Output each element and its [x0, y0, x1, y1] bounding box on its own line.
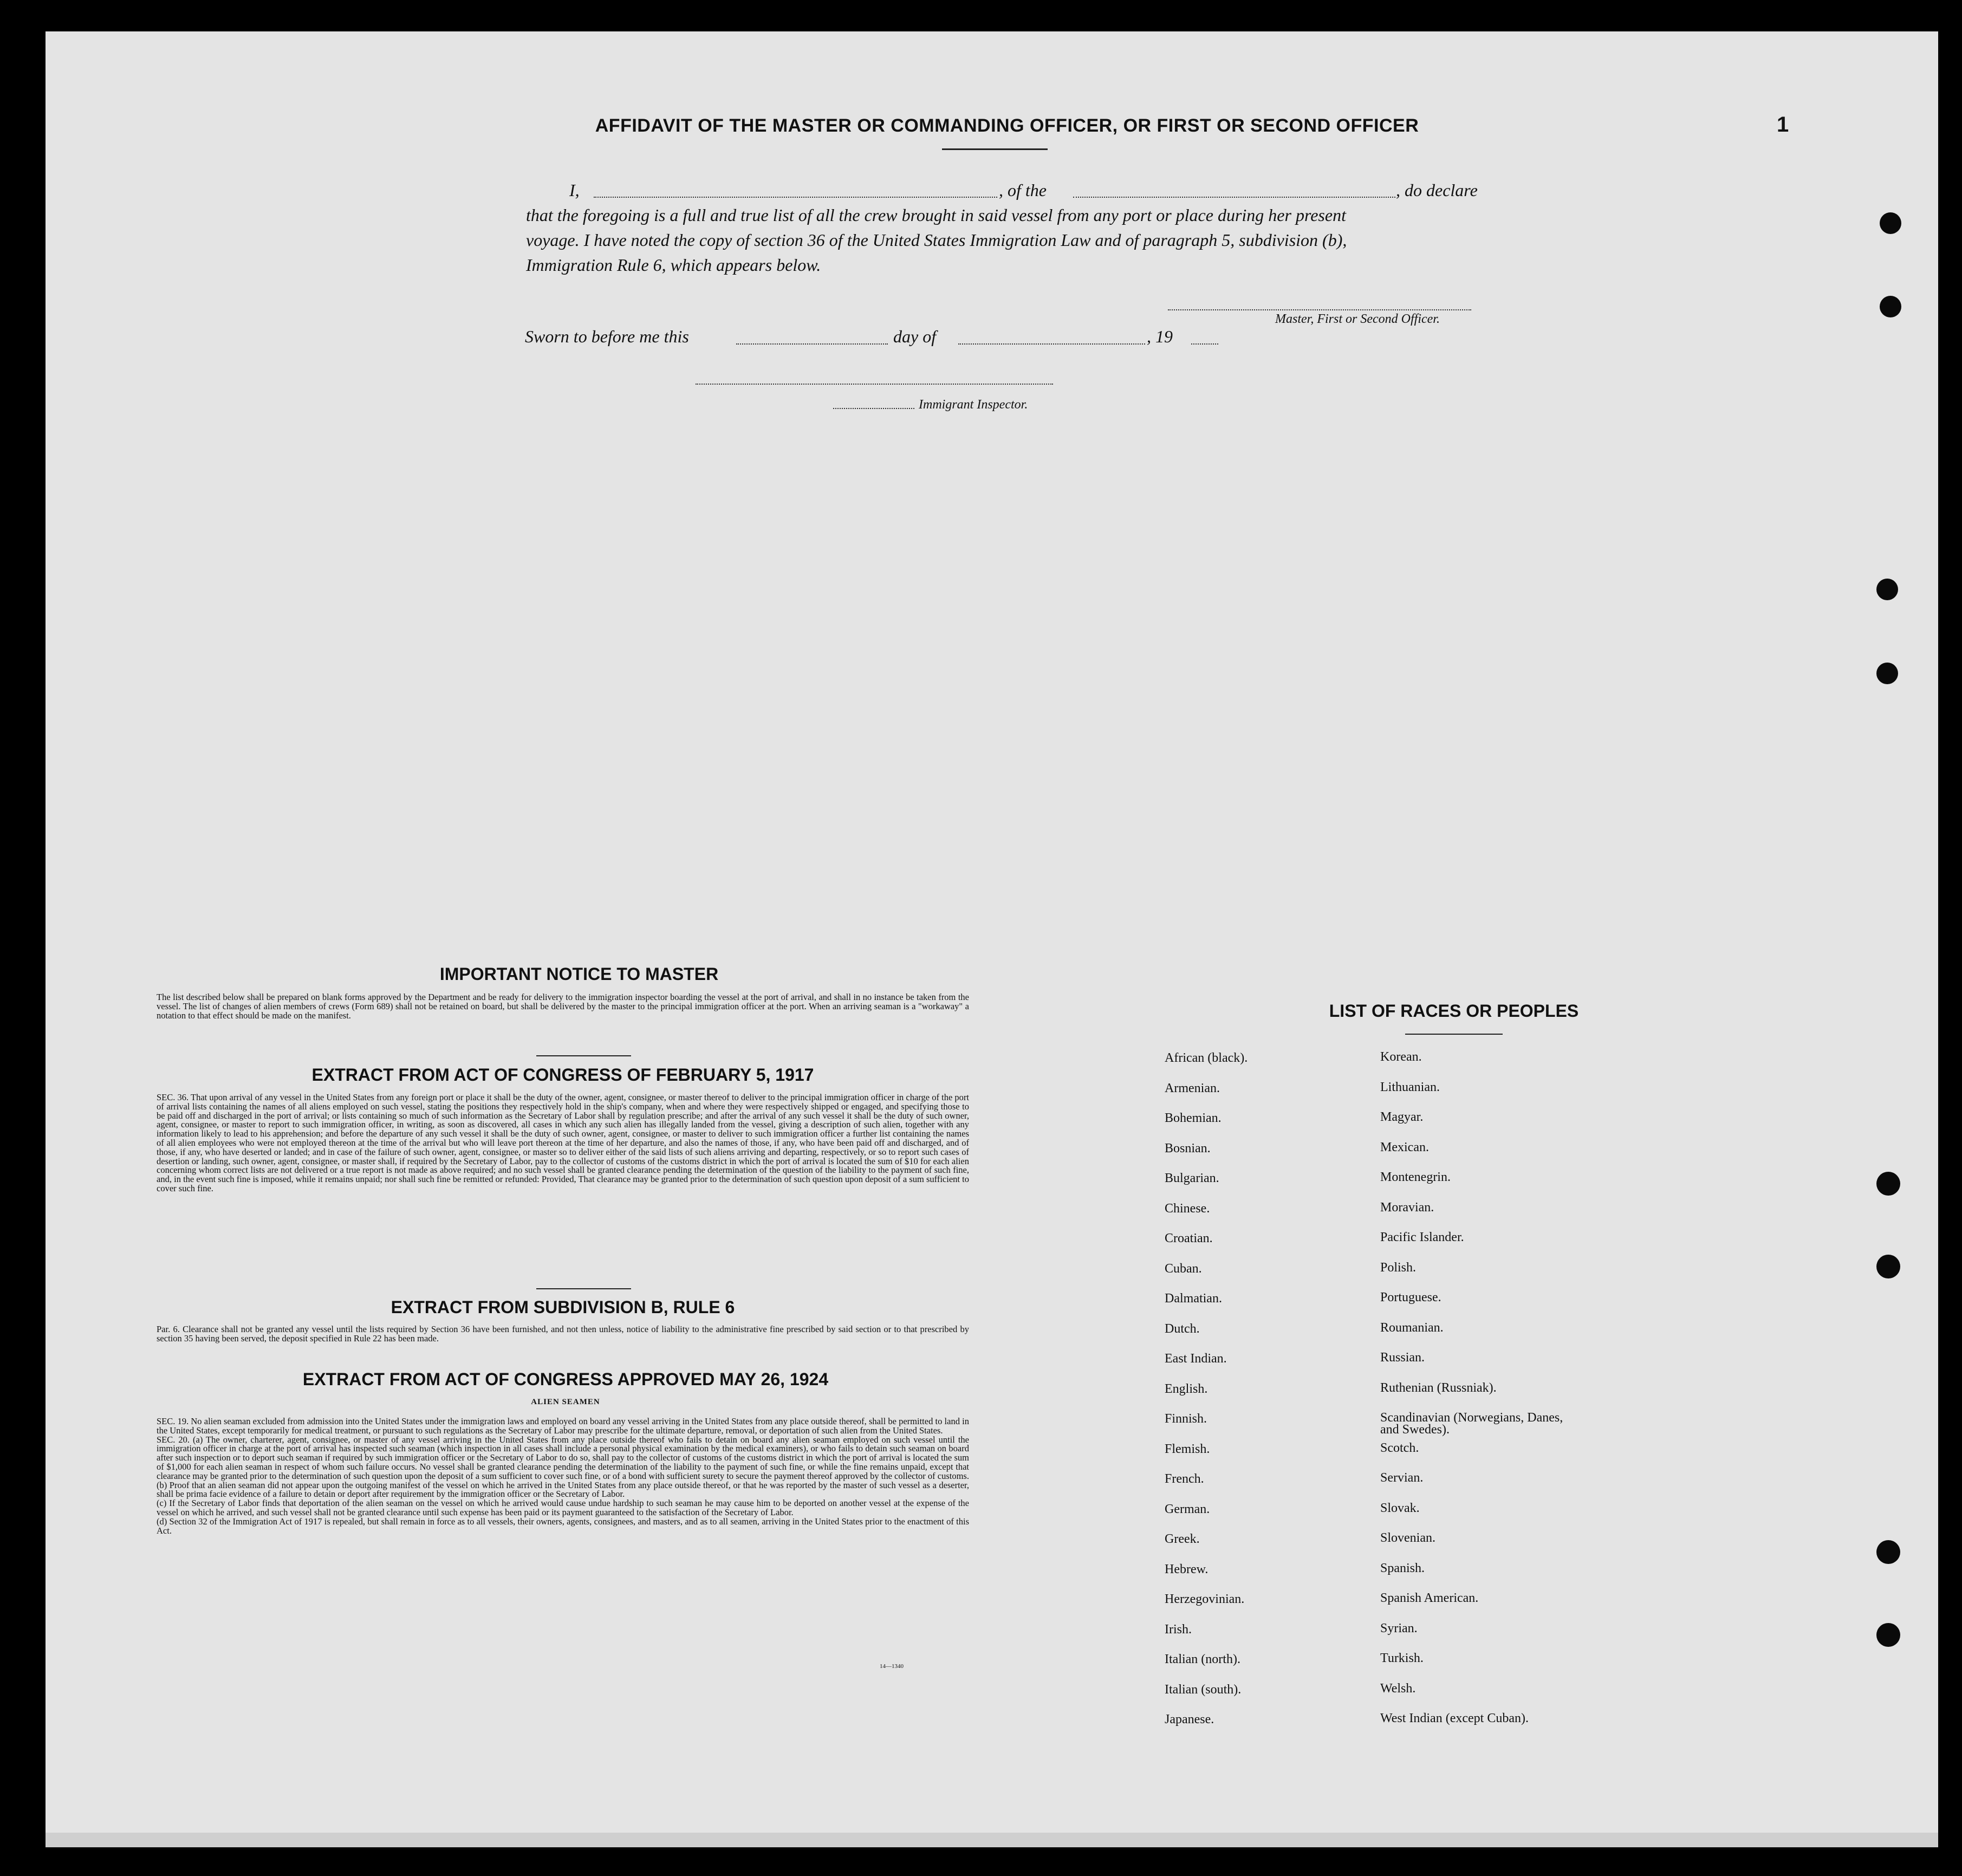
- vessel-field[interactable]: [1073, 197, 1395, 198]
- extract-1924-sections: [157, 1417, 969, 1535]
- race-item: Roumanian.: [1380, 1320, 1444, 1335]
- affidavit-line-3: voyage. I have noted the copy of section 36 of the United States Immigration Law and of paragraph 5, subdivision (b),: [526, 230, 1347, 250]
- race-item: Bosnian.: [1165, 1141, 1211, 1156]
- master-signature-line[interactable]: [1168, 309, 1471, 310]
- race-item: Montenegrin.: [1380, 1170, 1451, 1184]
- inspector-label: Immigrant Inspector.: [919, 398, 1028, 412]
- race-item: Welsh.: [1380, 1681, 1416, 1696]
- sworn-month-field[interactable]: [958, 343, 1145, 345]
- affidavit-of-the: , of the: [999, 180, 1047, 200]
- race-item: Syrian.: [1380, 1621, 1418, 1635]
- race-item: French.: [1165, 1472, 1204, 1486]
- affidavit-line-2: that the foregoing is a full and true list of all the crew brought in said vessel from any port or place during her present: [526, 205, 1346, 225]
- title-underline: [942, 148, 1048, 150]
- notice-body: The list described below shall be prepared on blank forms approved by the Department and be ready for delivery to the immigration inspector boarding the vessel at the port of arrival, and shall in no instance be taken from the vessel. The list of changes of alien members of crews (Form 689) shall not be retained on board, but shall be delivered by the master to the principal immigration officer at the port. When an arriving seaman is a "workaway" a notation to that effect should be made on the manifest.: [157, 992, 969, 1021]
- race-item: Slovenian.: [1380, 1531, 1435, 1545]
- race-item: Russian.: [1380, 1351, 1425, 1365]
- race-item: Korean.: [1380, 1050, 1422, 1064]
- affidavit-body: [526, 178, 1588, 277]
- race-item: Turkish.: [1380, 1651, 1424, 1665]
- bottom-edge-shadow: [46, 1833, 1938, 1847]
- race-item: English.: [1165, 1381, 1208, 1396]
- race-item: Irish.: [1165, 1622, 1192, 1637]
- punch-hole: [1876, 1255, 1900, 1278]
- affidavit-declare: , do declare: [1396, 180, 1478, 200]
- extract-1917-title: EXTRACT FROM ACT OF CONGRESS OF FEBRUARY 5, 1917: [311, 1065, 814, 1085]
- inspector-lead-line: [833, 408, 914, 409]
- sworn-text: Sworn to before me this: [525, 327, 689, 346]
- race-item: Greek.: [1165, 1532, 1200, 1546]
- race-item: Bulgarian.: [1165, 1171, 1219, 1185]
- race-item: Lithuanian.: [1380, 1080, 1440, 1094]
- race-item: African (black).: [1165, 1051, 1248, 1065]
- race-item: Portuguese.: [1380, 1290, 1441, 1304]
- race-item: Flemish.: [1165, 1442, 1210, 1456]
- punch-hole: [1876, 1540, 1900, 1564]
- race-item: Spanish American.: [1380, 1591, 1479, 1605]
- races-divider: [1405, 1034, 1503, 1035]
- race-item: Italian (north).: [1165, 1652, 1240, 1666]
- sec-20d: (d) Section 32 of the Immigration Act of 1917 is repealed, but shall remain in force as to all vessels, their owners, agents, consignees, and masters, and as to all seamen, arriving in the United States prior to the enactment of this Act.: [157, 1516, 969, 1536]
- form-number: 14—1340: [880, 1663, 904, 1670]
- race-item: Spanish.: [1380, 1561, 1425, 1575]
- race-item: Pacific Islander.: [1380, 1230, 1464, 1244]
- inspector-signature-line[interactable]: [696, 384, 1053, 385]
- sworn-year-field[interactable]: [1191, 343, 1218, 345]
- master-label: Master, First or Second Officer.: [1275, 312, 1440, 326]
- sworn-day-of: day of: [893, 327, 937, 346]
- extract-rule6-body: Par. 6. Clearance shall not be granted any vessel until the lists required by Section 36 have been furnished, and not then unless, notice of liability to the administrative fine prescribed by said section or to that prescribed by section 35 having been served, the deposit specified in Rule 22 has been made.: [157, 1324, 969, 1343]
- race-item: Italian (south).: [1165, 1682, 1242, 1697]
- races-title: LIST OF RACES OR PEOPLES: [1329, 1001, 1579, 1021]
- extract-1924-title: EXTRACT FROM ACT OF CONGRESS APPROVED MAY 26, 1924: [302, 1369, 829, 1389]
- race-item: Slovak.: [1380, 1501, 1420, 1515]
- affidavit-line-4: Immigration Rule 6, which appears below.: [526, 255, 821, 275]
- race-item: Bohemian.: [1165, 1111, 1222, 1125]
- race-item: Scotch.: [1380, 1440, 1419, 1455]
- sec-20b: (b) Proof that an alien seaman did not appear upon the outgoing manifest of the vessel on which he arrived in the United States from any place outside thereof, or that he was reported by the master of such vessel as a deserter, shall be prima facie evidence of a failure to detain or deport after requirement by the immigration officer or the Secretary of Labor.: [157, 1479, 969, 1499]
- extract-1917-divider: [536, 1288, 631, 1289]
- punch-hole: [1876, 579, 1898, 600]
- race-item: Japanese.: [1165, 1712, 1214, 1726]
- sec-20a: SEC. 20. (a) The owner, charterer, agent, consignee, or master of any vessel arriving in the United States from any place outside thereof who fails to detain on board any alien seaman employed on such vessel until the immigration officer in charge at the port of arrival has inspected such seaman (which inspection in all cases shall include a personal physical examination by the medical examiners), or who fails to detain such seaman on board after such inspection or to deport such seaman if required by such immigration officer or the Secretary of Labor to do so, shall pay to the collector of customs of the customs district in which the port of arrival is located the sum of $1,000 for each alien seaman in respect of whom such failure occurs. No vessel shall be granted clearance pending the determination of the liability to the payment of such fine, or while the fine remains unpaid, except that clearance may be granted prior to the determination of such question upon the deposit of a sum sufficient to cover such fine, or of a bond with sufficient surety to secure the payment thereof approved by the collector of customs.: [157, 1434, 969, 1481]
- race-item: Herzegovinian.: [1165, 1592, 1245, 1606]
- race-item: Mexican.: [1380, 1140, 1429, 1154]
- sworn-day-field[interactable]: [736, 343, 888, 345]
- race-item: Magyar.: [1380, 1110, 1424, 1124]
- notice-divider: [536, 1055, 631, 1056]
- race-item: Servian.: [1380, 1471, 1424, 1485]
- punch-hole: [1876, 663, 1898, 684]
- race-item: German.: [1165, 1502, 1210, 1516]
- sec-20c: (c) If the Secretary of Labor finds that deportation of the alien seaman on the vessel on which he arrived would cause undue hardship to such seaman he may cause him to be deported on another vessel at the expense of the vessel on which he arrived, and such vessel shall not be granted clearance until such expense has been paid or its payment guaranteed to the satisfaction of the Secretary of Labor.: [157, 1498, 969, 1517]
- affidavit-title: AFFIDAVIT OF THE MASTER OR COMMANDING OFFICER, OR FIRST OR SECOND OFFICER: [595, 115, 1419, 136]
- race-item: Croatian.: [1165, 1231, 1213, 1245]
- race-item: East Indian.: [1165, 1352, 1227, 1366]
- document-page: [46, 31, 1938, 1847]
- affidavit-i: I,: [569, 180, 580, 200]
- punch-hole: [1876, 1172, 1900, 1196]
- race-item: Scandinavian (Norwegians, Danes, and Swedes).: [1380, 1411, 1563, 1437]
- race-item: Dutch.: [1165, 1321, 1200, 1336]
- punch-hole: [1880, 212, 1901, 234]
- race-item: Moravian.: [1380, 1200, 1434, 1215]
- punch-hole: [1880, 296, 1901, 317]
- page-number: 1: [1777, 113, 1789, 137]
- race-item: Hebrew.: [1165, 1562, 1209, 1576]
- race-item: Cuban.: [1165, 1261, 1202, 1276]
- race-item: Armenian.: [1165, 1081, 1220, 1095]
- sworn-year: , 19: [1147, 327, 1173, 346]
- extract-1917-body: SEC. 36. That upon arrival of any vessel in the United States from any foreign port or place it shall be the duty of the owner, agent, consignee, or master thereof to deliver to the principal immigration officer in charge of the port of arrival lists containing the names of all aliens employed on such vessel, stating the positions they respectively hold in the ship's company, when and where they were respectively shipped or engaged, and specifying those to be paid off and discharged in the port of arrival; or lists containing so much of such information as the Secretary of Labor shall by regulation prescribe; and after the arrival of any such vessel it shall be the duty of such owner, agent, consignee, or master to report to such immigration officer, in writing, as soon as discovered, all cases in which any such alien has illegally landed from the vessel, giving a description of such alien, together with any information likely to lead to his apprehension; and before the departure of any such vessel it shall be the duty of such owner, agent, consignee, or master to deliver to such immigration officer a further list containing the names of all alien employees who were not employed thereon at the time of the arrival but who will leave port thereon at the time of her departure, and also the names of those, if any, who have been paid off and discharged, and of those, if any, who have deserted or landed; and in case of the failure of such owner, agent, consignee, or master so to deliver either of the said lists of such aliens arriving and departing, respectively, or so to report such cases of desertion or landing, such owner, agent, consignee, or master shall, if required by the Secretary of Labor, pay to the collector of customs of the customs district in which the port of arrival is located the sum of $10 for each alien concerning whom correct lists are not delivered or a true report is not made as above required; and no such vessel shall be granted clearance pending the determination of the question of the liability to the payment of such fine, and, in the event such fine is imposed, while it remains unpaid; nor shall such fine be remitted or refunded: Provided, That clearance may be granted prior to the determination of such question upon deposit of a sum sufficient to cover such fine.: [157, 1092, 969, 1193]
- alien-seamen-subtitle: ALIEN SEAMEN: [531, 1398, 600, 1406]
- notice-title: IMPORTANT NOTICE TO MASTER: [439, 964, 719, 984]
- race-item: Ruthenian (Russniak).: [1380, 1380, 1497, 1395]
- name-field[interactable]: [594, 197, 997, 198]
- race-item: Finnish.: [1165, 1412, 1207, 1426]
- race-item: Polish.: [1380, 1260, 1417, 1275]
- punch-hole: [1876, 1623, 1900, 1647]
- race-item: Chinese.: [1165, 1201, 1210, 1216]
- extract-rule6-title: EXTRACT FROM SUBDIVISION B, RULE 6: [391, 1297, 735, 1317]
- race-item: Dalmatian.: [1165, 1291, 1222, 1306]
- sworn-line: [525, 324, 1283, 351]
- race-item: West Indian (except Cuban).: [1380, 1711, 1529, 1725]
- sec-19: SEC. 19. No alien seaman excluded from admission into the United States under the immigration laws and employed on board any vessel arriving in the United States from any place outside thereof, shall be permitted to land in the United States, except temporarily for medical treatment, or pursuant to such regulations as the Secretary of Labor may prescribe for the ultimate departure, removal, or deportation of such alien from the United States.: [157, 1416, 969, 1436]
